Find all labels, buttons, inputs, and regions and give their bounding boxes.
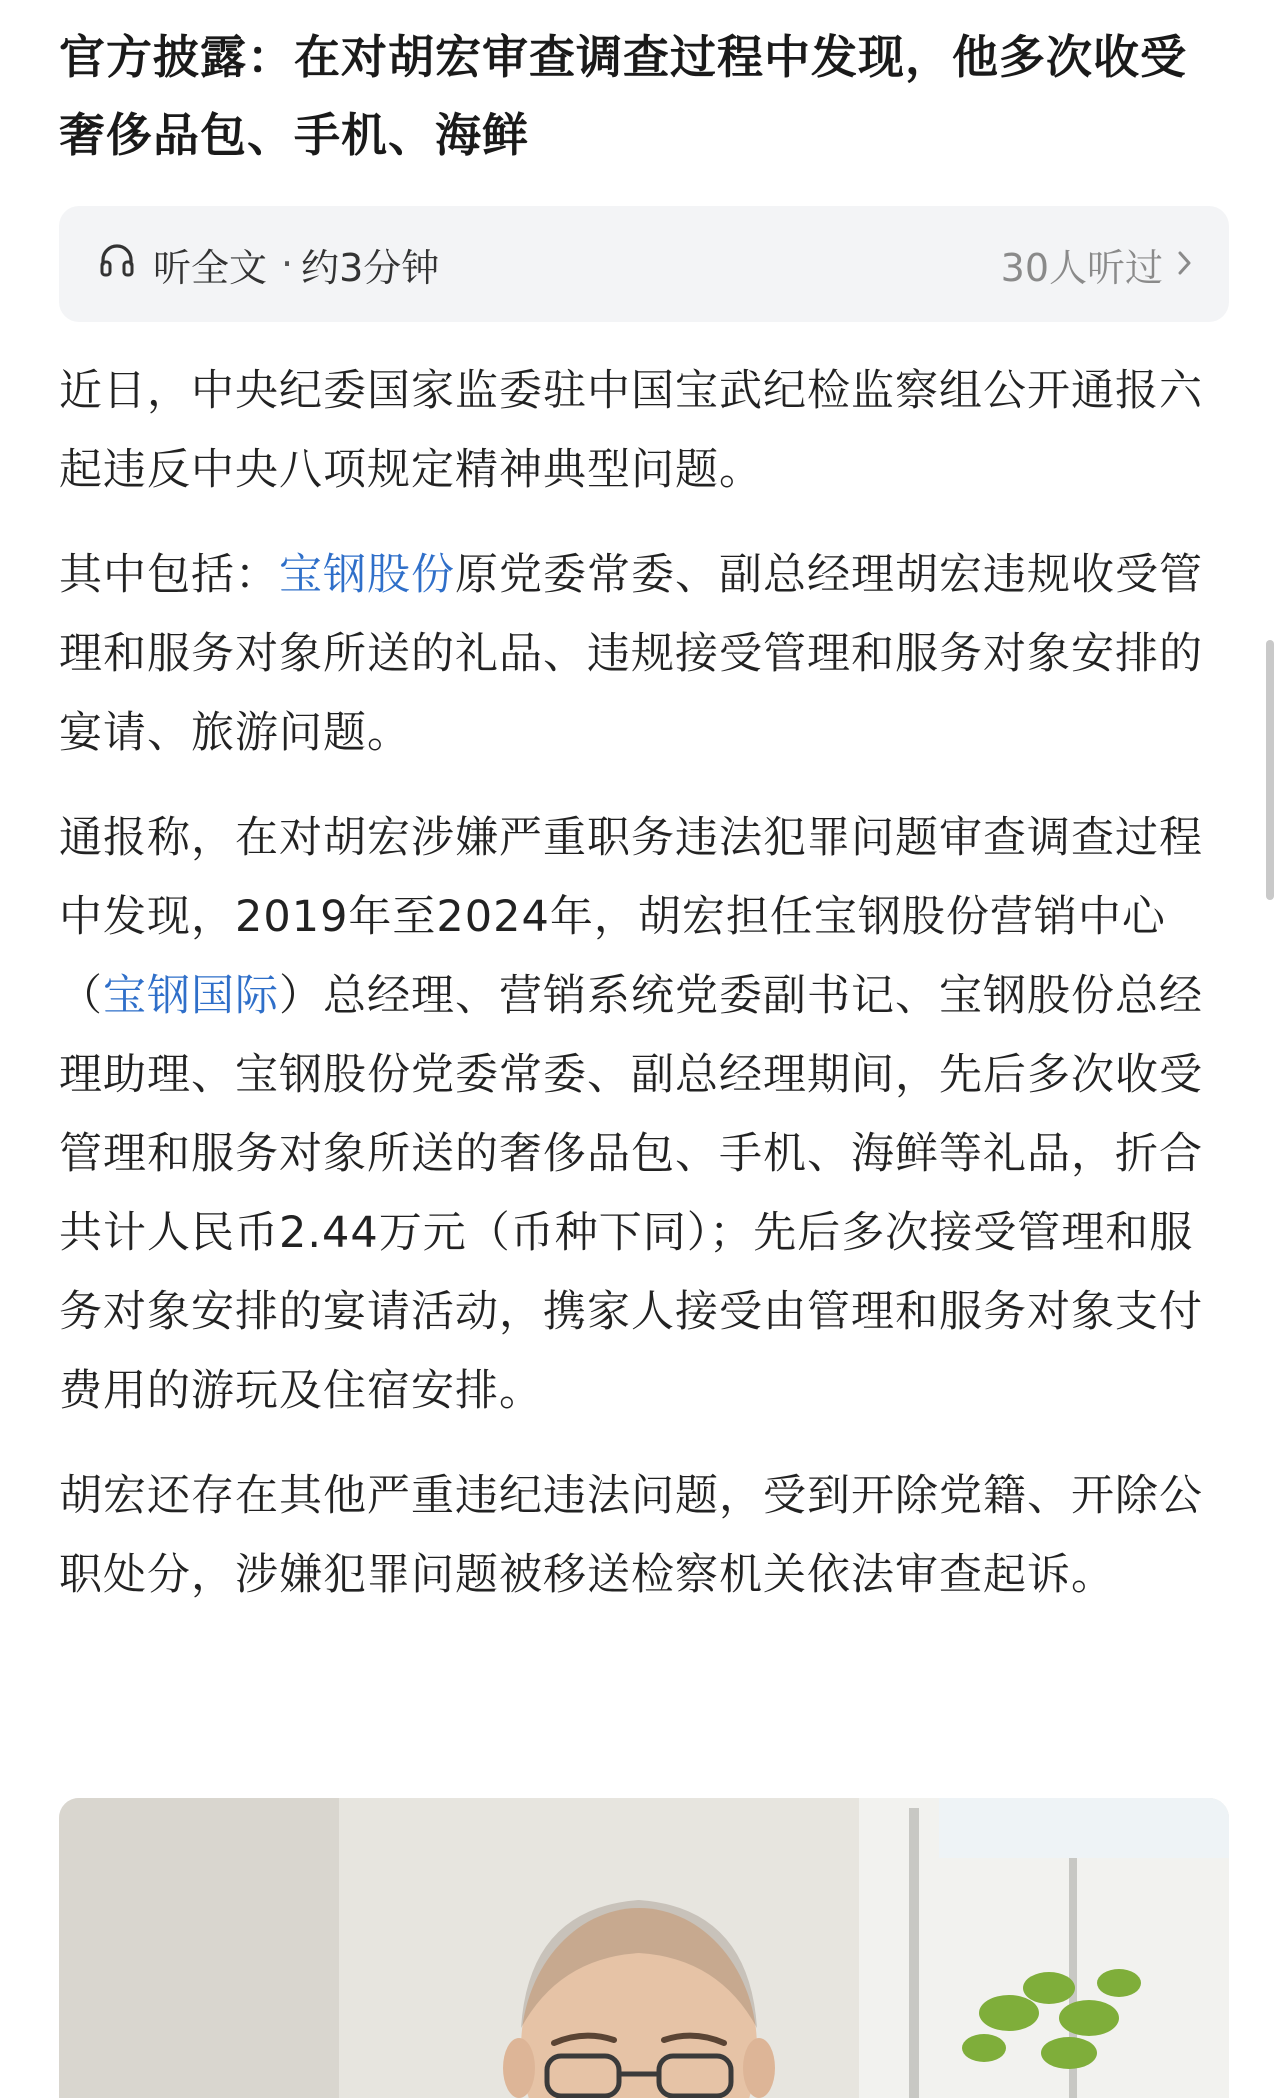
listen-right-group xyxy=(1001,237,1193,292)
listen-full-text-bar[interactable] xyxy=(59,206,1229,322)
article-paragraph xyxy=(59,352,1229,510)
listen-label: 听全文 xyxy=(153,245,268,290)
article-paragraph xyxy=(59,799,1229,1431)
listen-left-group xyxy=(97,237,439,292)
listen-duration: 约3分钟 xyxy=(301,245,440,290)
paragraph-text: 近日，中央纪委国家监委驻中国宝武纪检监察组公开通报六起违反中央八项规定精神典型问题。 xyxy=(59,366,1203,495)
article-paragraph xyxy=(59,536,1229,773)
paragraph-text: ）总经理、营销系统党委副书记、宝钢股份总经理助理、宝钢股份党委常委、副总经理期间，先后多次收受管理和服务对象所送的奢侈品包、手机、海鲜等礼品，折合共计人民币2.44万元（币种下同）；先后多次接受管理和服务对象安排的宴请活动，携家人接受由管理和服务对象支付费用的游玩及住宿安排。 xyxy=(59,971,1203,1416)
article-headline: 官方披露：在对胡宏审查调查过程中发现，他多次收受奢侈品包、手机、海鲜 xyxy=(59,30,1187,162)
article xyxy=(59,0,1229,1615)
paragraph-text: 其中包括： xyxy=(59,550,279,600)
scrollbar-thumb[interactable] xyxy=(1266,640,1274,900)
listen-separator: · xyxy=(281,242,294,286)
paragraph-text: 胡宏还存在其他严重违纪违法问题，受到开除党籍、开除公职处分，涉嫌犯罪问题被移送检察机关依法审查起诉。 xyxy=(59,1471,1203,1600)
chevron-right-icon xyxy=(1163,242,1193,286)
paragraph-text: 原党委常委、副总经理胡宏违规收受管理和服务对象所送的礼品、违规接受管理和服务对象安排的宴请、旅游问题。 xyxy=(59,550,1203,758)
entity-link[interactable]: 宝钢国际 xyxy=(103,971,279,1021)
listen-count: 30人听过 xyxy=(1000,245,1163,290)
paragraph-text: 通报称，在对胡宏涉嫌严重职务违法犯罪问题审查调查过程中发现，2019年至2024年，胡宏担任宝钢股份营销中心（ xyxy=(59,813,1203,1021)
entity-link[interactable]: 宝钢股份 xyxy=(279,550,455,600)
article-photo[interactable] xyxy=(59,1798,1229,2098)
article-paragraph xyxy=(59,1457,1229,1615)
article-body xyxy=(59,352,1229,1615)
headphones-icon xyxy=(97,240,153,289)
